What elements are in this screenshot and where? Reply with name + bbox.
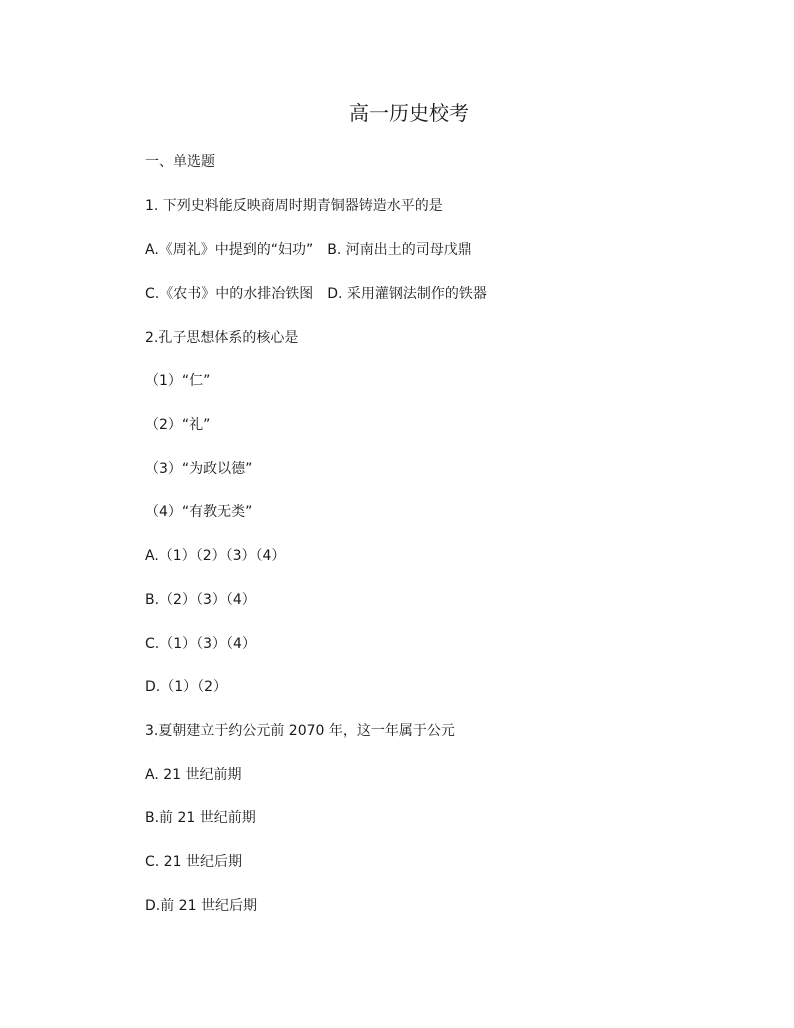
question-1-option-b: B. 河南出土的司母戊鼎 — [327, 242, 472, 258]
section-heading: 一、单选题 — [145, 154, 215, 170]
page-title: 高一历史校考 — [349, 101, 469, 125]
question-1-stem: 1. 下列史料能反映商周时期青铜器铸造水平的是 — [145, 198, 443, 214]
question-2-option-a: A.（1）（2）（3）（4） — [145, 548, 286, 564]
question-2-item-3: （3）“为政以德” — [145, 461, 253, 477]
question-2-option-b: B.（2）（3）（4） — [145, 592, 256, 608]
question-1-option-d: D. 采用灌钢法制作的铁器 — [327, 286, 487, 302]
question-1-options-row-1 — [145, 240, 472, 260]
question-1-options-row-2 — [145, 284, 487, 304]
question-2-item-4: （4）“有教无类” — [145, 504, 253, 520]
question-3-option-d: D.前 21 世纪后期 — [145, 898, 257, 914]
question-3-option-c: C. 21 世纪后期 — [145, 854, 242, 870]
question-2-option-d: D.（1）（2） — [145, 679, 228, 695]
question-2-item-1: （1）“仁” — [145, 373, 211, 389]
question-1-option-c: C.《农书》中的水排冶铁图 — [145, 286, 314, 302]
question-3-stem: 3.夏朝建立于约公元前 2070 年，这一年属于公元 — [145, 723, 455, 739]
question-2-stem: 2.孔子思想体系的核心是 — [145, 330, 299, 346]
question-3-option-b: B.前 21 世纪前期 — [145, 810, 256, 826]
question-1-option-a: A.《周礼》中提到的“妇功” — [145, 242, 314, 258]
question-3-option-a: A. 21 世纪前期 — [145, 767, 242, 783]
question-2-item-2: （2）“礼” — [145, 417, 211, 433]
question-2-option-c: C.（1）（3）（4） — [145, 636, 256, 652]
